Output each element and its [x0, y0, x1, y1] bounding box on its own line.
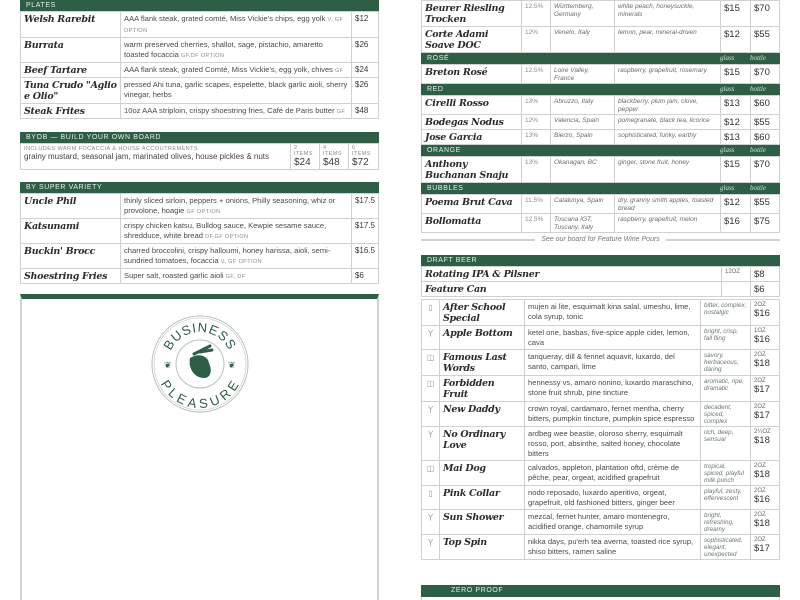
- cocktail-name: Forbidden Fruit: [440, 376, 525, 402]
- item-price: $12: [352, 12, 379, 38]
- cocktail-name: Top Spin: [440, 535, 525, 560]
- wine-table: [421, 156, 780, 183]
- wine-notes: raspberry, grapefruit, melon: [615, 214, 721, 233]
- menu-item: [21, 194, 379, 219]
- menu-item: [21, 219, 379, 244]
- wine-name: Bodegas Nodus: [422, 115, 522, 130]
- coupe-glass-icon: Ỵ: [422, 535, 440, 560]
- cocktail-desc: mujen ai lite, esquimalt kina salal, umeshu, lime, cola syrup, tonic: [525, 300, 701, 326]
- wine-name: Bollomatta: [422, 214, 522, 233]
- super-section: [20, 182, 379, 284]
- wine-bottle-price: $55: [751, 195, 780, 214]
- cocktail-price: 2OZ $18: [751, 510, 780, 535]
- byob-desc: grainy mustard, seasonal jam, marinated olives, house pickles & nuts: [24, 152, 270, 161]
- cocktail-name: After School Special: [440, 300, 525, 326]
- tumbler-glass-icon: ◫: [422, 350, 440, 376]
- menu-item: [21, 12, 379, 38]
- wine-abv: 12.5%: [522, 214, 551, 233]
- beer-row: [422, 267, 780, 282]
- wine-region: Bierzo, Spain: [551, 130, 615, 145]
- cocktail-name: Sun Shower: [440, 510, 525, 535]
- item-desc: crispy chicken katsu, Bulldog sauce, Kewpie sesame sauce, shredduce, white bread DF,GF OPTION: [121, 219, 352, 244]
- cocktail-flavor: playful, zesty, effervescent: [701, 486, 751, 510]
- beer-section: [421, 255, 780, 297]
- byob-option: 2 ITEMS $24: [291, 144, 320, 170]
- wine-glass-price: $13: [721, 96, 751, 115]
- wine-row: [422, 130, 780, 145]
- cocktail-price: 2OZ $16: [751, 300, 780, 326]
- dietary-tag: GF: [336, 109, 346, 115]
- cocktail-name: Famous Last Words: [440, 350, 525, 376]
- cocktail-desc: hennessy vs, amaro nonino, luxardo maraschino, stone fruit shrub, pine tincture: [525, 376, 701, 402]
- wine-notes: white peach, honeysuckle, minerals: [615, 1, 721, 27]
- wine-glass-price: $13: [721, 130, 751, 145]
- item-name: Burrata: [21, 38, 121, 63]
- wine-glass-price: $15: [721, 1, 751, 27]
- cocktail-price: 2¼OZ $18: [751, 427, 780, 461]
- wine-name: Anthony Buchanan Snaju: [422, 157, 522, 183]
- item-price: $26: [352, 38, 379, 63]
- wine-table: [421, 64, 780, 84]
- svg-text:❦: ❦: [228, 360, 236, 370]
- wine-glass-price: $15: [721, 157, 751, 183]
- item-price: $16.5: [351, 244, 378, 269]
- item-name: Steak Frites: [21, 104, 121, 119]
- wine-row: [422, 214, 780, 233]
- wine-section-header: BUBBLES glass bottle: [421, 183, 780, 194]
- dietary-tag: GF,DF OPTION: [181, 53, 225, 59]
- wine-notes: ginger, stone fruit, honey: [615, 157, 721, 183]
- byob-table: [20, 143, 379, 170]
- byob-section: [20, 132, 379, 170]
- menu-item: [21, 63, 379, 78]
- wine-bottle-price: $70: [751, 1, 780, 27]
- beer-size: [722, 282, 751, 297]
- cocktail-flavor: bright, refreshing, dreamy: [701, 510, 751, 535]
- tumbler-glass-icon: ◫: [422, 376, 440, 402]
- wine-notes: pomegranate, black tea, licorice: [615, 115, 721, 130]
- dietary-tag: GF, DF: [225, 274, 246, 280]
- cocktail-price: 2OZ $17: [751, 535, 780, 560]
- cocktail-flavor: tropical, spiced, playful milk punch: [701, 461, 751, 486]
- cocktail-desc: calvados, appleton, plantation oftd, crème de pêche, pear, orgeat, acidified grapefruit: [525, 461, 701, 486]
- wine-region: Catalunya, Spain: [551, 195, 615, 214]
- cocktail-flavor: decadent, spiced, complex: [701, 402, 751, 427]
- wine-footer: See our board for Feature Wine Pours: [421, 236, 780, 243]
- cocktail-desc: nikka days, pu'erh tea averna, toasted rice syrup, shiso bitters, ramen saline: [525, 535, 701, 560]
- logo-panel: [20, 294, 379, 600]
- menu-item: [21, 38, 379, 63]
- menu-item: [21, 269, 379, 284]
- wine-abv: 13%: [522, 96, 551, 115]
- item-desc: 10oz AAA striploin, crispy shoestring fries, Café de Paris butter GF: [121, 104, 352, 119]
- wine-glass-price: $12: [721, 115, 751, 130]
- item-name: Buckin' Brocc: [21, 244, 121, 269]
- wine-region: Württemberg, Germany: [551, 1, 615, 27]
- wine-row: [422, 27, 780, 53]
- cocktail-price: 1OZ $16: [751, 326, 780, 350]
- cocktail-name: Pink Collar: [440, 486, 525, 510]
- cocktail-desc: crown royal, cardamaro, fernet mentha, cherry bitters, pumpkin tincture, pumpkin spice espresso: [525, 402, 701, 427]
- wine-section-header: ROSÉ glass bottle: [421, 53, 780, 64]
- dietary-tag: GF: [335, 68, 344, 74]
- wine-table: [421, 95, 780, 145]
- wine-name: Jose Garcia: [422, 130, 522, 145]
- wine-table: [421, 0, 780, 53]
- dietary-tag: V, GF OPTION: [124, 17, 344, 34]
- wine-abv: 12%: [522, 27, 551, 53]
- item-name: Katsunami: [21, 219, 121, 244]
- wine-glass-price: $15: [721, 65, 751, 84]
- dietary-tag: DF,GF OPTION: [205, 234, 249, 240]
- cocktail-row: [422, 326, 780, 350]
- rocks-glass-icon: ▯: [422, 486, 440, 510]
- cocktail-desc: ardbeg wee beastie, oloroso sherry, esquimalt rosso, port, absinthe, salted honey, chocolate bitters: [525, 427, 701, 461]
- wine-name: Poema Brut Cava: [422, 195, 522, 214]
- wine-notes: blackberry, plum jam, clove, pepper: [615, 96, 721, 115]
- cocktail-name: New Daddy: [440, 402, 525, 427]
- cocktail-name: Mai Dog: [440, 461, 525, 486]
- menu-item: [21, 78, 379, 104]
- wine-row: [422, 195, 780, 214]
- cocktail-price: 2OZ $18: [751, 461, 780, 486]
- item-name: Shoestring Fries: [21, 269, 121, 284]
- cocktail-price: 2OZ $18: [751, 350, 780, 376]
- beer-name: Feature Can: [422, 282, 722, 297]
- svg-text:BUSINESS: BUSINESS: [160, 319, 240, 353]
- wine-row: [422, 1, 780, 27]
- wine-glass-price: $16: [721, 214, 751, 233]
- plates-header: PLATES: [20, 0, 379, 11]
- item-desc: AAA flank steak, grated Comté, Miss Vickie's, egg yolk, chives GF: [121, 63, 352, 78]
- item-price: $24: [352, 63, 379, 78]
- beer-size: 12OZ: [722, 267, 751, 282]
- cocktail-desc: tanqueray, dill & fennel aquavit, luxardo, del santo, campari, lime: [525, 350, 701, 376]
- menu-item: [21, 104, 379, 119]
- byob-note: INCLUDES WARM FOCACCIA & HOUSE ACCOUTREMENTS: [24, 146, 199, 152]
- wine-notes: dry, granny smith apples, toasted bread: [615, 195, 721, 214]
- super-table: [20, 193, 379, 284]
- super-header: BY SUPER VARIETY: [20, 182, 379, 193]
- wine-bottle-price: $70: [751, 65, 780, 84]
- item-name: Beef Tartare: [21, 63, 121, 78]
- svg-text:PLEASURE: PLEASURE: [158, 377, 242, 411]
- cocktail-flavor: savory, herbaceous, daring: [701, 350, 751, 376]
- wine-section: [421, 0, 780, 243]
- wine-region: Loire Valley, France: [551, 65, 615, 84]
- cocktail-flavor: bright, crisp, fall fling: [701, 326, 751, 350]
- wine-abv: 13%: [522, 157, 551, 183]
- cocktail-price: 2OZ $17: [751, 376, 780, 402]
- cocktail-flavor: bitter, complex, nostalgic: [701, 300, 751, 326]
- wine-name: Breton Rosé: [422, 65, 522, 84]
- wine-glass-price: $12: [721, 27, 751, 53]
- wine-notes: lemon, pear, mineral-driven: [615, 27, 721, 53]
- byob-option: 4 ITEMS $48: [320, 144, 349, 170]
- item-price: $17.5: [351, 194, 378, 219]
- wine-abv: 13%: [522, 130, 551, 145]
- item-desc: Super salt, roasted garlic aioli GF, DF: [121, 269, 352, 284]
- svg-text:❦: ❦: [164, 360, 172, 370]
- item-desc: thinly sliced sirloin, peppers + onions, Philly seasoning, whiz or provolone, hoagie GF OPTION: [121, 194, 352, 219]
- item-price: $6: [351, 269, 378, 284]
- wine-row: [422, 65, 780, 84]
- cocktail-price: 2OZ $16: [751, 486, 780, 510]
- cocktail-price: 2OZ $17: [751, 402, 780, 427]
- wine-notes: sophisticated, funky, earthy: [615, 130, 721, 145]
- coupe-glass-icon: Ỵ: [422, 326, 440, 350]
- wine-bottle-price: $70: [751, 157, 780, 183]
- beer-price: $6: [751, 282, 780, 297]
- cocktail-name: Apple Bottom: [440, 326, 525, 350]
- wine-bottle-price: $75: [751, 214, 780, 233]
- wine-region: Okanagan, BC: [551, 157, 615, 183]
- item-desc: pressed Ahi tuna, garlic scapes, espelette, black garlic aioli, sherry vinegar, herbs: [121, 78, 352, 104]
- item-desc: AAA flank steak, grated comté, Miss Vickie's chips, egg yolk V, GF OPTION: [121, 12, 352, 38]
- plates-table: [20, 11, 379, 119]
- wine-region: Toscana IGT, Tuscany, Italy: [551, 214, 615, 233]
- rocks-glass-icon: ▯: [422, 300, 440, 326]
- zero-proof-header: ZERO PROOF: [421, 585, 780, 597]
- cocktails-section: [421, 299, 780, 560]
- coupe-glass-icon: Ỵ: [422, 427, 440, 461]
- beer-name: Rotating IPA & Pilsner: [422, 267, 722, 282]
- wine-bottle-price: $55: [751, 27, 780, 53]
- wine-glass-price: $12: [721, 195, 751, 214]
- menu-item: [21, 244, 379, 269]
- beer-row: [422, 282, 780, 297]
- item-price: $17.5: [351, 219, 378, 244]
- cocktail-row: [422, 300, 780, 326]
- cocktail-name: No Ordinary Love: [440, 427, 525, 461]
- cocktails-table: [421, 299, 780, 560]
- wine-table: [421, 194, 780, 233]
- tumbler-glass-icon: ◫: [422, 461, 440, 486]
- wine-bottle-price: $60: [751, 130, 780, 145]
- coupe-glass-icon: Ỵ: [422, 510, 440, 535]
- beer-header: DRAFT BEER: [421, 255, 780, 266]
- beer-price: $8: [751, 267, 780, 282]
- item-price: $48: [352, 104, 379, 119]
- wine-section-header: ORANGE glass bottle: [421, 145, 780, 156]
- wine-bottle-price: $60: [751, 96, 780, 115]
- cocktail-row: [422, 376, 780, 402]
- business-pleasure-logo: [150, 314, 250, 414]
- cocktail-flavor: rich, deep, sensual: [701, 427, 751, 461]
- item-name: Tuna Crudo "Aglio e Olio": [21, 78, 121, 104]
- wine-list: [421, 0, 780, 233]
- item-desc: warm preserved cherries, shallot, sage, pistachio, amaretto toasted focaccia GF,DF OPTION: [121, 38, 352, 63]
- cocktail-desc: ketel one, basbas, five-spice apple cider, lemon, cava: [525, 326, 701, 350]
- byob-option: 6 ITEMS $72: [349, 144, 379, 170]
- cocktail-desc: nodo reposado, luxardo aperitivo, orgeat, grapefruit, old fashioned bitters, ginger beer: [525, 486, 701, 510]
- cocktail-row: [422, 427, 780, 461]
- wine-name: Cirelli Rosso: [422, 96, 522, 115]
- cocktail-row: [422, 350, 780, 376]
- byob-header: BYOB — BUILD YOUR OWN BOARD: [20, 132, 379, 143]
- cocktail-row: [422, 535, 780, 560]
- dietary-tag: GF OPTION: [186, 209, 221, 215]
- item-name: Welsh Rarebit: [21, 12, 121, 38]
- wine-abv: 12.5%: [522, 1, 551, 27]
- item-price: $26: [352, 78, 379, 104]
- item-name: Uncle Phil: [21, 194, 121, 219]
- wine-abv: 12%: [522, 115, 551, 130]
- zero-proof-section: [421, 585, 780, 600]
- wine-notes: raspberry, grapefruit, rosemary: [615, 65, 721, 84]
- wine-row: [422, 157, 780, 183]
- cocktail-flavor: aromatic, ripe, dramatic: [701, 376, 751, 402]
- item-desc: charred broccolini, crispy halloumi, honey harissa, aioli, semi-sundried tomatoes, focaccia V, GF OPTION: [121, 244, 352, 269]
- wine-region: Abruzzo, Italy: [551, 96, 615, 115]
- dietary-tag: V, GF OPTION: [220, 259, 262, 265]
- cocktail-row: [422, 461, 780, 486]
- cocktail-flavor: sophisticated, elegant, unexpected: [701, 535, 751, 560]
- wine-row: [422, 115, 780, 130]
- wine-abv: 11.5%: [522, 195, 551, 214]
- beer-table: [421, 266, 780, 297]
- wine-name: Beurer Riesling Trocken: [422, 1, 522, 27]
- wine-region: Veneto, Italy: [551, 27, 615, 53]
- wine-row: [422, 96, 780, 115]
- coupe-glass-icon: Ỵ: [422, 402, 440, 427]
- wine-region: Valencia, Spain: [551, 115, 615, 130]
- wine-bottle-price: $55: [751, 115, 780, 130]
- cocktail-row: [422, 510, 780, 535]
- wine-abv: 12.5%: [522, 65, 551, 84]
- cocktail-desc: mezcal, fernet hunter, amaro montenegro, acidified orange, chamomile syrup: [525, 510, 701, 535]
- wine-name: Corte Adami Soave DOC: [422, 27, 522, 53]
- cocktail-row: [422, 402, 780, 427]
- wine-section-header: RED glass bottle: [421, 84, 780, 95]
- plates-section: [20, 0, 379, 119]
- cocktail-row: [422, 486, 780, 510]
